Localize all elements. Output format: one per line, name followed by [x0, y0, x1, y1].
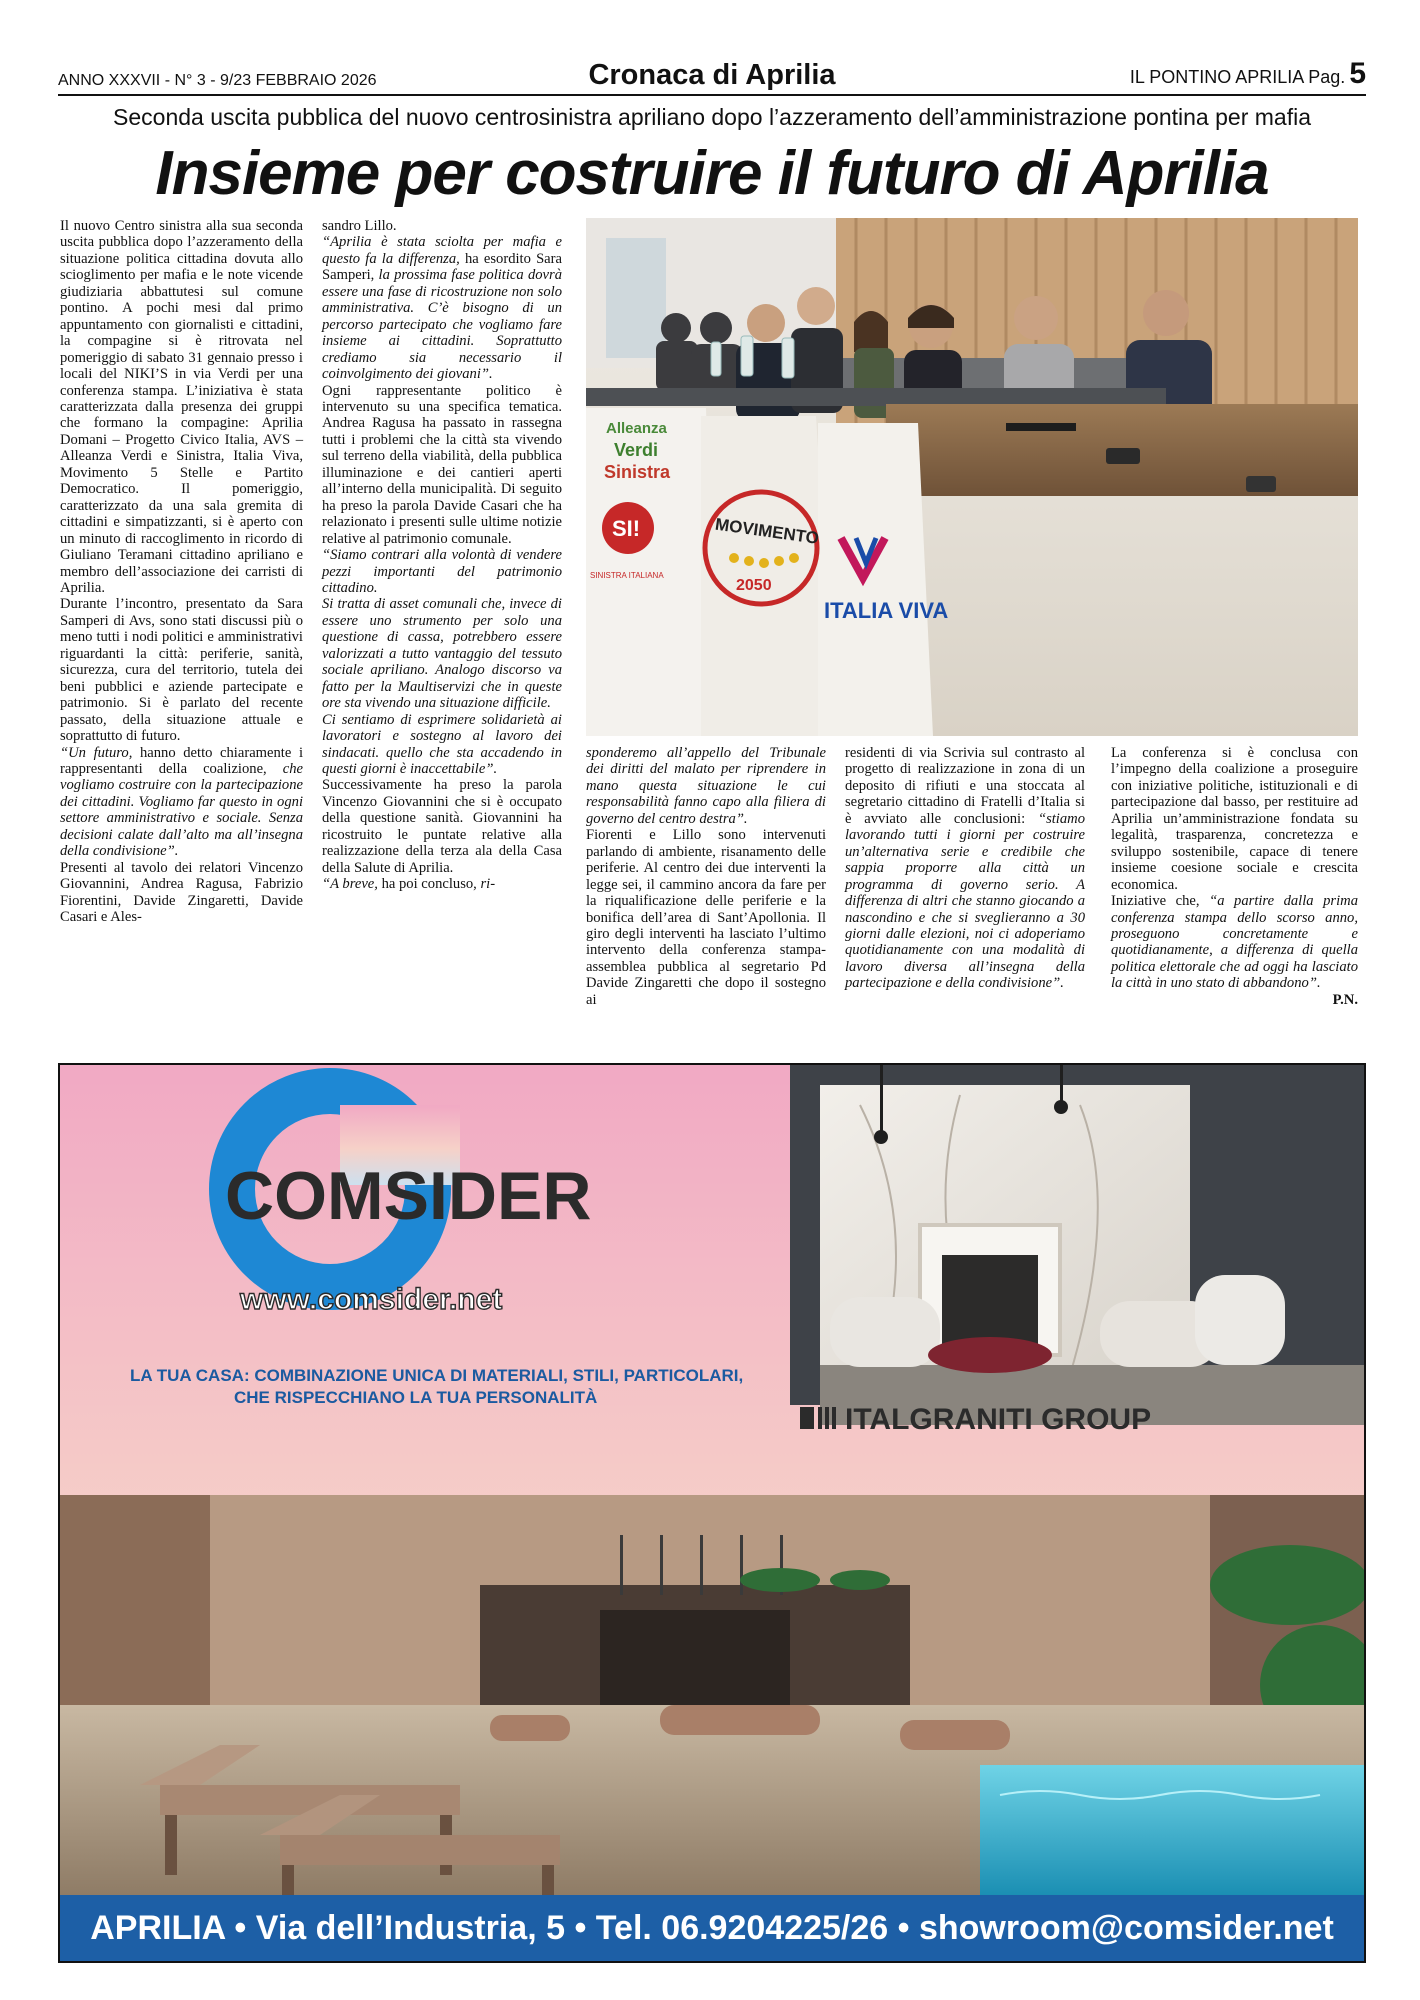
- article-headline: Insieme per costruire il futuro di Aprilia: [155, 139, 1269, 208]
- article-column-1: Il nuovo Centro sinistra alla sua seconda uscita pubblica dopo l’azzeramento della situazione politica cittadina dovuta allo scioglimento per mafia e le note vicende giudiziaria abbattutesi sul comune pontino. A pochi mesi dal primo appuntamento con giornalisti e cittadini, la compagine si è ritrovata nel pomeriggio di sabato 31 gennaio presso i locali del NIKI’S in via Verdi per una conferenza stampa. L’iniziativa è stata caratterizzata dalla presenza dei gruppi che formano la compagine: Aprilia Domani – Progetto Civico Italia, AVS – Alleanza Verdi e Sinistra, Italia Viva, Movimento 5 Stelle e Partito Democratico. Il pomeriggio, caratterizzato da una sala gremita di cittadini e simpatizzanti, si è aperto con un minuto di raccoglimento in ricordo di Giuliano Teramani cittadino apriliano e membro dell’associazione dei carristi di Aprilia. Durante l’incontro, presentato da Sara Samperi di Avs, sono stati discussi più o meno tutti i nodi politici e amministrativi riguardanti la città: periferie, sanità, sicurezza, cura del territorio, tutela dei beni pubblici e aziende partecipate e patrimonio. Si è parlato del recente passato, della situazione attuale e soprattutto di futuro. “Un futuro, hanno detto chiaramente i rappresentanti della coalizione, che vogliamo costruire con la partecipazione dei cittadini. Vogliamo far questo in ogni settore amministrativo e sociale. Senza decisioni calate dall’alto ma all’insegna della condivisione”. Presenti al tavolo dei relatori Vincenzo Giovannini, Andrea Ragusa, Fabrizio Fiorentini, Davide Zingaretti, Davide Casari e Ales-: [60, 218, 304, 926]
- article-column-4: residenti di via Scrivia sul contrasto al progetto di realizzazione in zona di un deposito di rifiuti e una stoccata al segretario cittadino di Fratelli d’Italia si è avviato alle conclusioni: “stiamo lavorando tutti i giorni per costruire un’alternativa serie e credibile che sappia proporre alla città un programma di governo serio. A differenza di altri che stanno giocando a nascondino e che si sveglieranno a 30 giorni dalle elezioni, noi ci adoperiamo quotidianamente con una modalità di lavoro diversa all’insegna della partecipazione e della condivisione”.: [845, 745, 1085, 992]
- ad-brand-logo: COMSIDER: [225, 1158, 592, 1234]
- section-title: Cronaca di Aprilia: [588, 59, 836, 91]
- paper-label: IL PONTINO APRILIA Pag.: [1129, 67, 1346, 87]
- ad-partner-logo: ITALGRANITI GROUP: [845, 1403, 1152, 1436]
- ad-website: www.comsider.net: [240, 1283, 503, 1316]
- banner-si: SI!: [612, 516, 641, 541]
- page-header: [58, 58, 1366, 96]
- photo-illustration: [586, 218, 1358, 736]
- paper-name: [1130, 57, 1366, 91]
- article-kicker: Seconda uscita pubblica del nuovo centrosinistra apriliano dopo l’azzeramento dell’amministrazione pontina per mafia: [113, 104, 1311, 130]
- page-number: 5: [1349, 57, 1366, 90]
- issue-info: ANNO XXXVII - N° 3 - 9/23 FEBBRAIO 2026: [58, 72, 377, 89]
- article-column-5: La conferenza si è conclusa con l’impegno della coalizione a proseguire con iniziative politiche, istituzionali e di partecipazione dal basso, per restituire ad Aprilia un’amministrazione fondata su legalità, trasparenza, concretezza e sviluppo sostenibile, capace di tenere insieme coesione sociale e crescita economica. Iniziative che, “a partire dalla prima conferenza stampa dello scorso anno, proseguono concretamente e quotidianamente, a differenza di quella politica elettorale che ad oggi ha lasciato la città in uno stato di abbandono”. P.N.: [1111, 745, 1358, 1008]
- article-signature: P.N.: [1332, 991, 1358, 1008]
- banner-iv: ITALIA VIVA: [824, 598, 949, 623]
- banner-m5s: MOVIMENTO: [713, 514, 821, 548]
- banner-avs-3: Sinistra: [604, 462, 671, 482]
- banner-avs-2: Verdi: [614, 440, 659, 460]
- banner-m5s-year: 2050: [736, 577, 772, 594]
- press-conference-photo: [586, 218, 1358, 736]
- banner-si-sub: SINISTRA ITALIANA: [590, 571, 664, 580]
- article-column-3: sponderemo all’appello del Tribunale dei diritti del malato per riprendere in mano questa situazione le cui responsabilità fanno capo alla filiera di governo del centro destra”. Fiorenti e Lillo sono intervenuti parlando di ambiente, risanamento delle periferie. Al centro dei due interventi la legge sei, il cammino ancora da fare per la riqualificazione delle periferie e la bonifica dell’area di Sant’Apollonia. Il giro degli interventi ha lasciato l’ultimo intervento della conferenza stampa-assemblea pubblica al segretario Pd Davide Zingaretti che dopo il sostegno ai: [586, 745, 826, 1008]
- ad-tagline-2: CHE RISPECCHIANO LA TUA PERSONALITÀ: [234, 1388, 598, 1407]
- ad-tagline-1: LA TUA CASA: COMBINAZIONE UNICA DI MATERIALI, STILI, PARTICOLARI,: [130, 1366, 744, 1385]
- banner-avs-1: Alleanza: [606, 420, 667, 437]
- ad-footer-bar: APRILIA • Via dell’Industria, 5 • Tel. 06.9204225/26 • showroom@comsider.net: [60, 1895, 1364, 1961]
- ad-artwork: [60, 1065, 1364, 1961]
- comsider-advertisement: [58, 1063, 1366, 1963]
- article-column-2: sandro Lillo. “Aprilia è stata sciolta per mafia e questo fa la differenza, ha esordito Sara Samperi, la prossima fase politica dovrà essere una fase di ricostruzione non solo amministrativa. C’è bisogno di un percorso partecipato che vogliamo fare insieme ai cittadini. Soprattutto crediamo sia necessario il coinvolgimento dei giovani”. Ogni rappresentante politico è intervenuto su una specifica tematica. Andrea Ragusa ha passato in rassegna tutti i problemi che la città sta vivendo sul terreno della viabilità, della pubblica illuminazione e dei cantieri aperti all’interno della municipalità. Di seguito ha preso la parola Davide Casari che ha relazionato i presenti sulle ultime notizie relative al patrimonio comunale. “Siamo contrari alla volontà di vendere pezzi importanti del patrimonio cittadino. Si tratta di asset comunali che, invece di essere uno strumento per solo una questione di cassa, potrebbero essere valorizzati a tutto vantaggio del tessuto sociale apriliano. Analogo discorso va fatto per la Maultiservizi che in queste ore sta vivendo una situazione difficile. Ci sentiamo di esprimere solidarietà ai lavoratori e sostegno al lavoro dei sindacati. quello che sta accadendo in questi giorni è inaccettabile”. Successivamente ha preso la parola Vincenzo Giovannini che si è occupato della questione sanità. Giovannini ha ricostruito le puntate relative alla realizzazione della terza ala della Casa della Salute di Aprilia. “A breve, ha poi concluso, ri-: [322, 218, 562, 893]
